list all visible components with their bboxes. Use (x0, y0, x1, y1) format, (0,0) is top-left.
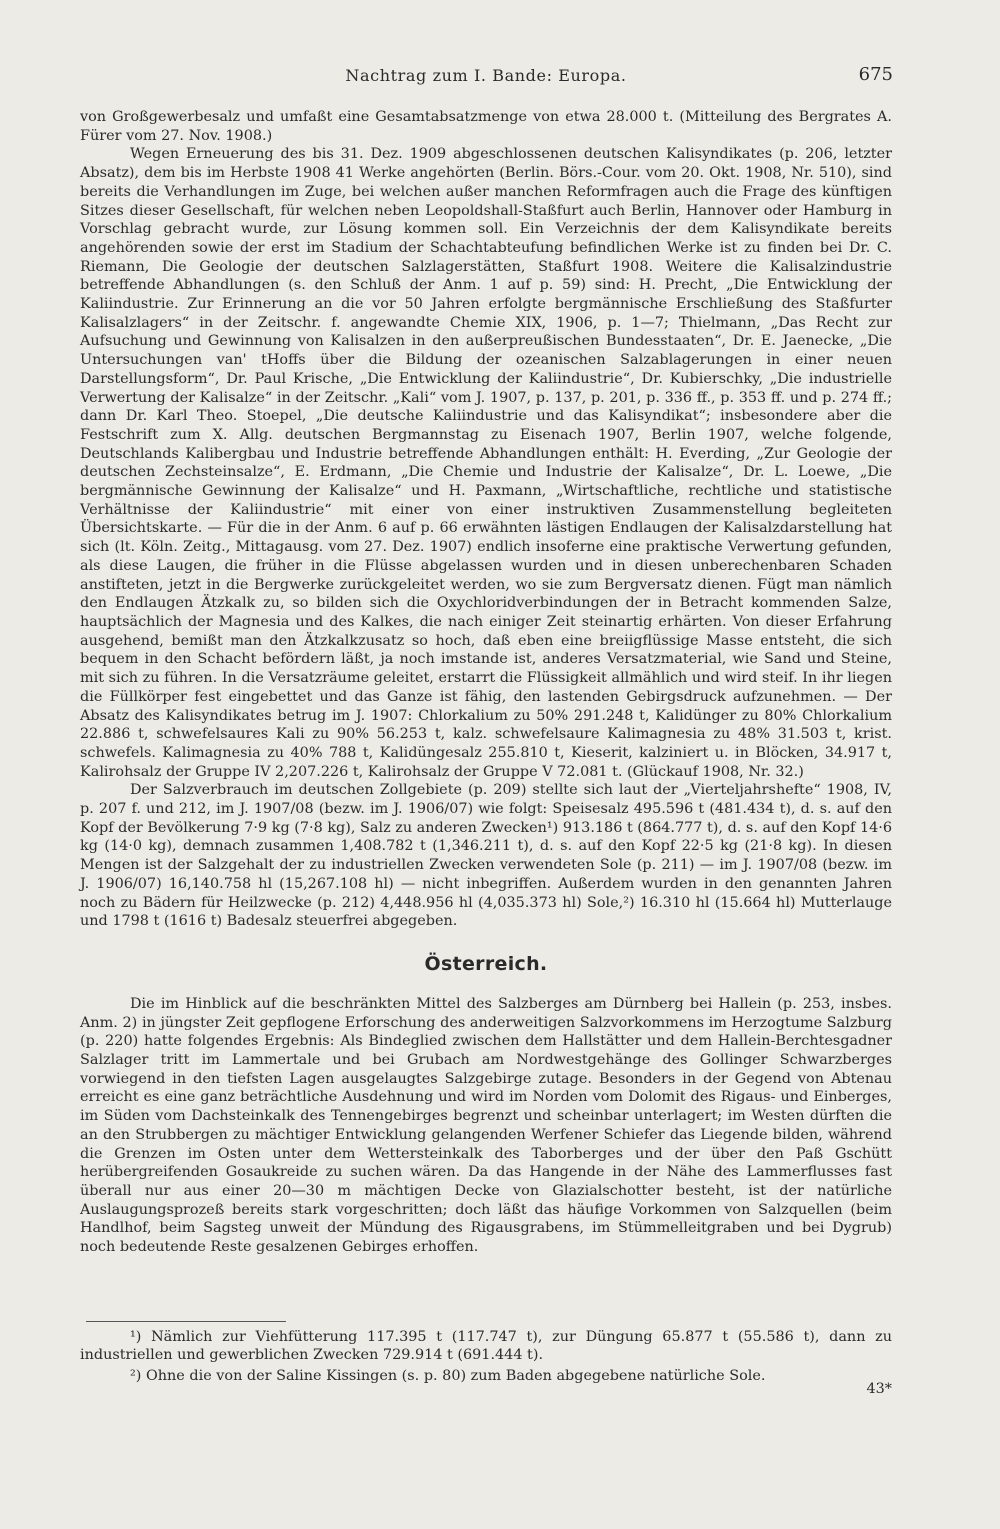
paragraph-kalisyndikat: Wegen Erneuerung des bis 31. Dez. 1909 abgeschlossenen deutschen Kalisyndikates (p. 206, letzter Absatz), dem bis im Herbste 1908 41 Werke angehörten (Berlin. Börs.-Cour. vom 20. Okt. 1908, Nr. 510), sind bereits die Verhandlungen im Zuge, bei welchen außer manchen Reformfragen auch die Frage des künftigen Sitzes dieser Gesellschaft, für welchen neben Leopoldshall-Staßfurt auch Berlin, Hannover oder Hamburg in Vorschlag gebracht wurde, zur Lösung kommen soll. Ein Verzeichnis der dem Kalisyndikate bereits angehörenden sowie der erst im Stadium der Schachtabteufung befindlichen Werke ist zu finden bei Dr. C. Riemann, Die Geologie der deutschen Salzlagerstätten, Staßfurt 1908. Weitere die Kalisalzindustrie betreffende Abhandlungen (s. den Schluß der Anm. 1 auf p. 59) sind: H. Precht, „Die Entwicklung der Kaliindustrie. Zur Erinnerung an die vor 50 Jahren erfolgte bergmännische Erschließung des Staßfurter Kalisalzlagers“ in der Zeitschr. f. angewandte Chemie XIX, 1906, p. 1—7; Thielmann, „Das Recht zur Aufsuchung und Gewinnung von Kalisalzen in den außerpreußischen Bundesstaaten“, Dr. E. Jaenecke, „Die Untersuchungen van' tHoffs über die Bildung der ozeanischen Salzablagerungen in einer neuen Darstellungsform“, Dr. Paul Krische, „Die Entwicklung der Kaliindustrie“, Dr. Kubierschky, „Die industrielle Verwertung der Kalisalze“ in der Zeitschr. „Kali“ vom J. 1907, p. 137, p. 201, p. 336 ff., p. 353 ff. und p. 274 ff.; dann Dr. Karl Theo. Stoepel, „Die deutsche Kaliindustrie und das Kalisyndikat“; insbesondere aber die Festschrift zum X. Allg. deutschen Bergmannstag zu Eisenach 1907, Berlin 1907, welche folgende, Deutschlands Kalibergbau und Industrie betreffende Abhandlungen enthält: H. Everding, „Zur Geologie der deutschen Zechsteinsalze“, E. Erdmann, „Die Chemie und Industrie der Kalisalze“, Dr. L. Loewe, „Die bergmännische Gewinnung der Kalisalze“ und H. Paxmann, „Wirtschaftliche, rechtliche und statistische Verhältnisse der Kaliindustrie“ mit einer von einer instruktiven Zusammenstellung begleiteten Übersichtskarte. — Für die in der Anm. 6 auf p. 66 erwähnten lästigen Endlaugen der Kalisalzdarstellung hat sich (lt. Köln. Zeitg., Mittagausg. vom 27. Dez. 1907) endlich insoferne eine praktische Verwertung gefunden, als diese Laugen, die früher in die Flüsse abgelassen wurden und in diesen unberechenbaren Schaden anstifteten, jetzt in die Bergwerke zurückgeleitet werden, wo sie zum Bergversatz dienen. Fügt man nämlich den Endlaugen Ätzkalk zu, so bilden sich die Oxychloridverbindungen der in Betracht kommenden Salze, hauptsächlich der Magnesia und des Kalkes, die nach einiger Zeit steinartig erhärten. Von dieser Erfahrung ausgehend, bemißt man den Ätzkalkzusatz so hoch, daß eben eine breiigflüssige Masse entsteht, die sich bequem in den Schacht befördern läßt, ja noch imstande ist, anderes Versatzmaterial, wie Sand und Steine, mit sich zu führen. In die Versatzräume geleitet, erstarrt die Flüssigkeit allmählich und wird steif. In ihr liegen die Füllkörper fest eingebettet und das Ganze ist fähig, den lastenden Gebirgsdruck aufzunehmen. — Der Absatz des Kalisyndikates betrug im J. 1907: Chlorkalium zu 50% 291.248 t, Kalidünger zu 80% Chlorkalium 22.886 t, schwefelsaures Kali zu 90% 56.253 t, kalz. schwefelsaure Kalimagnesia zu 48% 31.503 t, krist. schwefels. Kalimagnesia zu 40% 788 t, Kalidüngesalz 255.810 t, Kieserit, kalziniert u. in Blöcken, 34.917 t, Kalirohsalz der Gruppe IV 2,207.226 t, Kalirohsalz der Gruppe V 72.081 t. (Glückauf 1908, Nr. 32.) (80, 146, 892, 780)
footnote-2: ²) Ohne die von der Saline Kissingen (s. p. 80) zum Baden abgegebene natürliche Sole. (130, 1367, 766, 1384)
main-text (80, 108, 892, 1257)
paragraph-oesterreich: Die im Hinblick auf die beschränkten Mittel des Salzberges am Dürnberg bei Hallein (p. 253, insbes. Anm. 2) in jüngster Zeit gepflogene Erforschung des anderweitigen Salzvorkommens im Herzogtume Salzburg (p. 220) hatte folgendes Ergebnis: Als Bindeglied zwischen dem Hallstätter und dem Hallein-Berchtesgadner Salzlager tritt im Lammertale und bei Grubach am Nordwestgehänge des Gollinger Schwarzberges vorwiegend in den tiefsten Lagen ausgelaugtes Salzgebirge zutage. Besonders in der Gegend von Abtenau erreicht es eine ganz beträchtliche Ausdehnung und wird im Norden vom Dolomit des Rigaus- und Einberges, im Süden vom Dachsteinkalk des Tennengebirges begrenzt und scheinbar unterlagert; im Westen dürften die an den Strubbergen zu mächtiger Entwicklung gelangenden Werfener Schiefer das Liegende bilden, während die Grenzen im Osten unter dem Wettersteinkalk des Taborberges und der über den Paß Gschütt herübergreifenden Gosaukreide zu suchen wären. Da das Hangende in der Nähe des Lammerflusses fast überall nur aus einer 20—30 m mächtigen Decke von Glazialschotter besteht, ist der natürliche Auslaugungsprozeß bereits stark vorgeschritten; doch läßt das häufige Vorkommen von Salzquellen (beim Handlhof, beim Sagsteg unweit der Mündung des Rigausgrabens, im Stümmelleitgraben und bei Dygrub) noch bedeutende Reste gesalzenen Gebirges erhoffen. (80, 995, 892, 1256)
footnote-divider (86, 1321, 286, 1322)
section-heading: Österreich. (424, 952, 548, 975)
paragraph-salzverbrauch: Der Salzverbrauch im deutschen Zollgebiete (p. 209) stellte sich laut der „Vierteljahrshefte“ 1908, IV, p. 207 f. und 212, im J. 1907/08 (bezw. im J. 1906/07) wie folgt: Speisesalz 495.596 t (481.434 t), d. s. auf den Kopf der Bevölkerung 7·9 kg (7·8 kg), Salz zu anderen Zwecken¹) 913.186 t (864.777 t), d. s. auf den Kopf 14·6 kg (14·0 kg), demnach zusammen 1,408.782 t (1,346.211 t), d. s. auf den Kopf 22·5 kg (21·8 kg). In diesen Mengen ist der Salzgehalt der zu industriellen Zwecken verwendeten Sole (p. 211) — im J. 1907/08 (bezw. im J. 1906/07) 16,140.758 hl (15,267.108 hl) — nicht inbegriffen. Außerdem wurden in den genannten Jahren noch zu Bädern für Heilzwecke (p. 212) 4,448.956 hl (4,035.373 hl) Sole,²) 16.310 hl (15.664 hl) Mutterlauge und 1798 t (1616 t) Badesalz steuerfrei abgegeben. (80, 782, 892, 930)
page-number: 675 (858, 64, 893, 85)
paragraph-continuation: von Großgewerbesalz und umfaßt eine Gesamtabsatzmenge von etwa 28.000 t. (Mitteilung des Bergrates A. Fürer vom 27. Nov. 1908.) (80, 109, 892, 144)
footnotes (80, 1328, 892, 1387)
footnote-1: ¹) Nämlich zur Viehfütterung 117.395 t (117.747 t), zur Düngung 65.877 t (55.586 t), dann zu industriellen und gewerblichen Zwecken 729.914 t (691.444 t). (80, 1329, 892, 1364)
running-title: Nachtrag zum I. Bande: Europa. (345, 66, 627, 85)
signature-mark: 43* (866, 1381, 892, 1397)
